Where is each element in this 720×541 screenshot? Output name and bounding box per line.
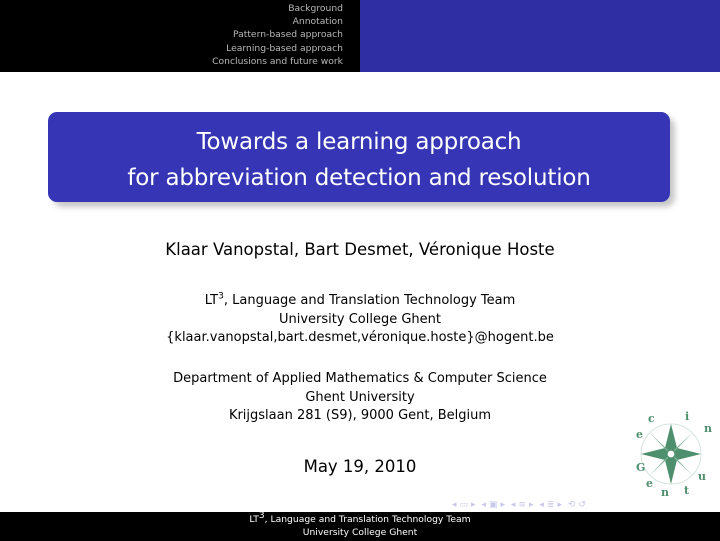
nav-item-pattern-based-approach[interactable]: Pattern-based approach	[232, 29, 343, 41]
nav-frame-next-icon[interactable]: ▸	[471, 500, 476, 510]
footer-bar	[0, 512, 720, 541]
footer-text	[0, 510, 720, 539]
logo-letter-u: u	[698, 470, 706, 483]
nav-search-icon[interactable]: ⟲	[567, 500, 576, 510]
logo-letter-i: i	[685, 410, 690, 423]
nav-back-icon[interactable]: ↺	[578, 500, 586, 510]
institution-1	[0, 292, 720, 348]
logo-letter-n: n	[661, 486, 669, 499]
nav-item-background[interactable]: Background	[288, 3, 343, 14]
nav-subsection-prev-icon[interactable]: ◂	[481, 500, 486, 510]
lt-label: LT	[204, 293, 219, 308]
team-name: , Language and Translation Technology Team	[223, 293, 516, 308]
institution-1-college: University College Ghent	[279, 311, 441, 327]
authors: Klaar Vanopstal, Bart Desmet, Véronique Hoste	[165, 240, 555, 259]
nav-item-conclusions[interactable]: Conclusions and future work	[212, 55, 343, 67]
nav-frame-icon[interactable]: ▭	[459, 500, 469, 510]
nav-section-prev-icon[interactable]: ◂	[510, 500, 516, 510]
nav-doc-next-icon[interactable]: ▸	[557, 500, 562, 510]
logo-letter-n-2: n	[704, 422, 712, 435]
institution-2-department: Department of Applied Mathematics & Computer Science	[173, 371, 547, 386]
nav-doc-prev-icon[interactable]: ◂	[539, 500, 544, 510]
footer-lt-label: LT	[249, 514, 259, 525]
footer-lt-superscript: 3	[258, 510, 265, 521]
nav-item-learning-based-approach[interactable]: Learning-based approach	[226, 42, 343, 54]
nav-subsection-next-icon[interactable]: ▸	[500, 500, 506, 510]
nav-subsection-icon[interactable]: ▣	[488, 500, 498, 510]
institution-2-address: Krijgslaan 281 (S9), 9000 Gent, Belgium	[228, 408, 492, 423]
header-subsection-panel	[360, 0, 720, 72]
footer-line-1	[0, 510, 720, 526]
logo-letter-g: G	[636, 461, 646, 474]
title-line-2: for abbreviation detection and resolution	[127, 165, 591, 191]
nav-frame-prev-icon[interactable]: ◂	[452, 500, 457, 510]
institution-1-name	[0, 292, 720, 311]
institution-2-university: Ghent University	[305, 389, 415, 405]
nav-section-icon[interactable]: ≡	[518, 500, 526, 510]
logo-letter-c: c	[648, 412, 655, 425]
institution-2	[0, 370, 720, 426]
email-address: {klaar.vanopstal,bart.desmet,véronique.hoste}@hogent.be	[166, 330, 554, 345]
logo-letter-t: t	[684, 484, 690, 497]
section-navigation	[212, 2, 343, 68]
presentation-date: May 19, 2010	[303, 457, 417, 476]
logo-letter-e-2: e	[636, 428, 643, 441]
footer-line-2: University College Ghent	[302, 527, 418, 538]
nav-section-next-icon[interactable]: ▸	[528, 500, 534, 510]
title-line-1: Towards a learning approach	[196, 129, 522, 155]
header-bar	[0, 0, 720, 72]
logo-letter-e: e	[646, 477, 653, 490]
nav-doc-icon[interactable]: ≣	[546, 500, 555, 510]
footer-team-name: , Language and Translation Technology Team	[264, 514, 471, 525]
nav-item-annotation[interactable]: Annotation	[292, 16, 343, 28]
compass-rose-logo-icon	[628, 408, 714, 500]
title-box	[48, 112, 670, 202]
header-section-navigation	[0, 0, 360, 72]
lt-superscript: 3	[218, 291, 224, 302]
